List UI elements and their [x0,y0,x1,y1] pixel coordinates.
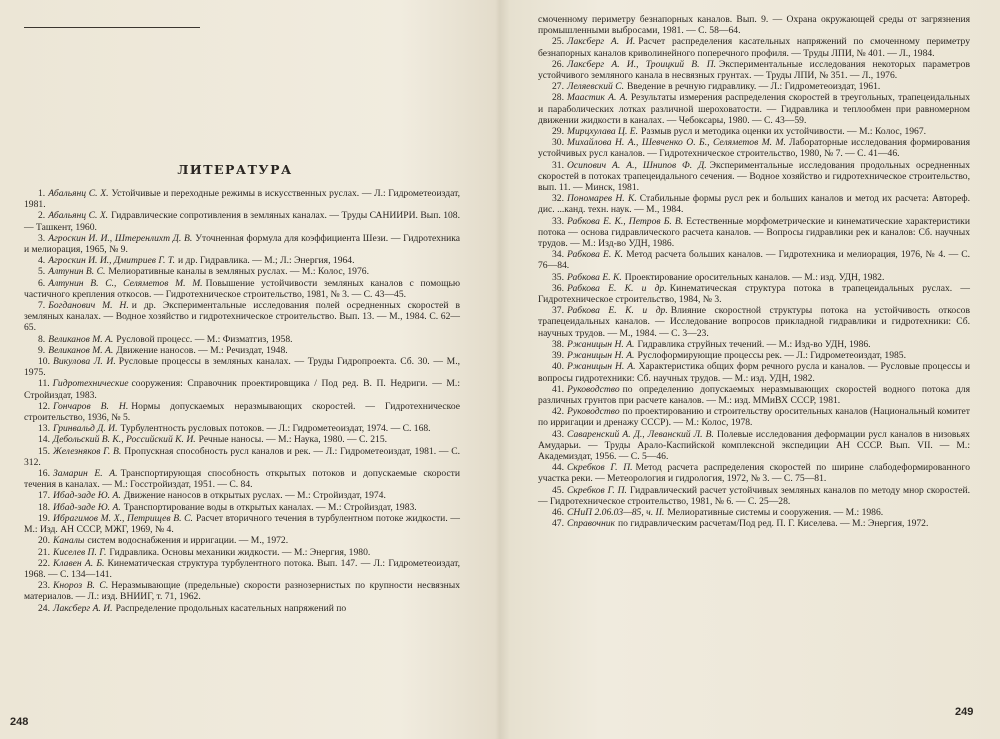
reference-number: 28. [552,92,564,104]
reference-number: 6. [38,277,46,289]
reference-author: Мирцхулава Ц. Е. [567,126,639,138]
reference-author: Пономарев Н. К. [567,193,637,205]
reference-author: Рабкова Е. К. и др. [567,282,667,294]
reference-number: 21. [38,546,50,558]
reference-author: Алтунин В. С., Селяметов М. М. [48,277,203,289]
reference-author: Абальянц С. Х. [48,188,109,199]
reference-item [538,429,970,463]
reference-author: Осипович А. А., Шнипов Ф. Д. [567,159,707,171]
reference-text: Распределение продольных касательных напряжений по [115,602,347,614]
reference-text: Введение в речную гидравлику. — Л.: Гидрометеоиздат, 1961. [627,81,881,93]
reference-text: Влияние скоростной структуры потока на устойчивость откосов трапецеидальных каналов. — Исследование вопросов прикладной гидравлики и гидротехники: Сб. научных трудов. — М., 1984. — С. 3—23. [538,305,970,339]
reference-number: 42. [552,406,564,418]
reference-item [24,255,460,266]
reference-item [538,193,970,215]
reference-item [538,462,970,484]
reference-number: 31. [552,159,564,171]
reference-number: 36. [552,282,564,294]
reference-text: Повышение устойчивости земляных каналов с помощью частичного крепления откосов. — Гидротехническое строительство, 1981, № 3. — С. 43—45. [24,277,460,300]
reference-text: Мелиоративные системы и сооружения. — М.: 1986. [667,506,884,518]
reference-number: 17. [38,490,50,502]
reference-author: Лаксберг А. И., Троицкий В. П. [567,58,717,70]
reference-author: Михайлова Н. А., Шевченко О. Б., Селяметов М. М. [567,137,786,149]
reference-text: Лабораторные исследования формирования устойчивых русл каналов. — Гидротехническое строительство, 1980, № 7. — С. 41—46. [538,137,970,160]
reference-item [538,14,970,36]
reference-text: Стабильные формы русл рек и больших каналов и метод их расчета: Автореф. дис. ...канд. техн. наук. — М., 1984. [538,193,970,216]
reference-author: Рабкова Е. К., Петров Б. В. [567,215,684,227]
reference-item [538,339,970,350]
reference-number: 19. [38,512,50,524]
reference-number: 43. [552,428,564,440]
reference-item [24,266,460,277]
reference-author: Маастик А. А. [567,92,628,104]
reference-item [24,468,460,490]
reference-number: 5. [38,266,46,278]
reference-item [538,126,970,137]
reference-author: Ржаницын Н. А. [567,350,635,362]
reference-author: Кнороз В. С. [53,580,109,592]
reference-number: 45. [552,484,564,496]
reference-number: 13. [38,423,50,435]
reference-number: 9. [38,344,46,356]
reference-number: 2. [38,210,46,222]
reference-author: Ибад-заде Ю. А. [53,490,121,502]
reference-item [538,485,970,507]
reference-author: Киселев П. Г. [53,546,107,558]
reference-text: Русловые процессы в земляных каналах. — Труды Гидропроекта. Сб. 30. — М., 1975. [24,356,460,379]
reference-item [24,547,460,558]
reference-item [24,558,460,580]
reference-number: 3. [38,232,46,244]
reference-author: Замарин Е. А. [53,468,118,480]
reference-number: 32. [552,193,564,205]
reference-text: Движение наносов в открытых руслах. — М.: Стройиздат, 1974. [123,490,386,502]
reference-text: Результаты измерения распределения скоростей в треугольных, трапецеидальных и параболических лотках различной шероховатости. — Гидравлика и теплообмен при равномерном движении жидкости в каналах. — Чебоксары, 1980. — С. 43—59. [538,92,970,126]
reference-text: систем водоснабжения и ирригации. — М., 1972. [87,535,289,547]
reference-text: по определению допускаемых неразмывающих скоростей водного потока для различных грунтов при расчете каналов. — М.: изд. ММиВХ СССР, 1981. [538,383,970,406]
reference-number: 29. [552,126,564,138]
reference-text: Метод расчета больших каналов. — Гидротехника и мелиорация, 1976, № 4. — С. 76—84. [538,249,970,272]
reference-number: 12. [38,400,50,412]
reference-item [24,490,460,501]
reference-item [538,406,970,428]
reference-item [538,305,970,339]
reference-item [24,580,460,602]
reference-number: 15. [38,445,50,457]
reference-text: Размыв русл и методика оценки их устойчивости. — М.: Колос, 1967. [641,126,927,138]
reference-item [24,233,460,255]
reference-number: 46. [552,506,564,518]
reference-text: Речные наносы. — М.: Наука, 1980. — С. 215. [198,434,388,446]
reference-text: Экспериментальные исследования некоторых параметров устойчивого земляного канала в несвязных грунтах. — Труды ЛПИ, № 351. — Л., 1976. [538,58,970,82]
reference-number: 11. [38,378,50,390]
reference-number: 23. [38,580,50,592]
reference-number: 26. [552,58,564,70]
reference-item [24,188,460,210]
reference-text: Мелиоративные каналы в земляных руслах. — М.: Колос, 1976. [108,266,369,278]
reference-number: 4. [38,255,46,267]
reference-author: Рабкова Е. К. [567,271,622,283]
reference-author: Викулова Л. И. [53,356,116,368]
right-page [504,0,1000,739]
reference-text: и др. Экспериментальные исследования полей осредненных скоростей в земляных каналах. — Водное хозяйство и гидротехническое строительство. Вып. 13. — М., 1984. С. 62—65. [24,300,460,334]
reference-item [538,384,970,406]
reference-item [538,81,970,92]
reference-author: Дебольский В. К., Российский К. И. [53,434,196,446]
reference-item [24,210,460,232]
reference-author: Ржаницын Н. А. [567,338,635,350]
reference-text: Кинематическая структура потока в трапецеидальных руслах. — Гидротехническое строительство, 1984, № 3. [538,282,970,306]
reference-item [538,216,970,250]
reference-item [538,283,970,305]
page-number-left: 248 [10,716,29,728]
reference-text: Гидравлика. Основы механики жидкости. — М.: Энергия, 1980. [109,546,371,558]
reference-author: Рабкова Е. К. и др. [567,305,668,317]
reference-item [538,92,970,126]
reference-text: Нормы допускаемых неразмывающих скоростей. — Гидротехническое строительство, 1936, № 5. [24,400,461,424]
reference-author: Абальянц С. Х. [48,210,109,222]
reference-number: 37. [552,305,564,317]
reference-author: Ибад-заде Ю. А. [53,501,121,513]
reference-text: Русловой процесс. — М.: Физматгиз, 1958. [116,333,293,345]
reference-text: Турбулентность русловых потоков. — Л.: Гидрометеоиздат, 1974. — С. 168. [120,423,431,435]
reference-item [24,535,460,546]
reference-author: Великанов М. А. [48,344,114,356]
reference-author: Ибрагимов М. Х., Петрищев В. С. [53,512,193,524]
reference-author: Скребков Г. П. [567,462,633,474]
reference-author: Клавен А. Б. [53,557,105,569]
reference-number: 33. [552,215,564,227]
reference-author: Гончаров В. Н. [53,400,129,412]
reference-number: 39. [552,350,564,362]
page-number-right: 249 [955,706,974,718]
reference-author: Рабкова Е. К. [567,249,624,261]
top-rule [24,27,200,28]
reference-item [24,278,460,300]
reference-item [538,507,970,518]
reference-text: Пропускная способность русл каналов и рек. — Л.: Гидрометеоиздат, 1981. — С. 312. [24,445,460,468]
reference-item [24,345,460,356]
reference-text: Гидравлический расчет устойчивых земляных каналов по методу мнор скоростей. — Гидротехническое строительство, 1981, № 6. — С. 25—28. [538,484,970,507]
reference-author: Агроскин И. И., Дмитриев Г. Т. [48,255,175,267]
reference-text: Полевые исследования деформации русл каналов в низовьях Амударьи. — Труды Арало-Каспийской комплексной экспедиции АН СССР. Вып. VII. — М.: Академиздат, 1956. — С. 5—46. [538,428,970,462]
reference-number: 18. [38,501,50,513]
reference-item [538,518,970,529]
reference-item [24,513,460,535]
reference-text: смоченному периметру безнапорных каналов. Вып. 9. — Охрана окружающей среды от загрязнения промышленными выбросами, 1981. — С. 58—64. [538,14,970,37]
reference-author: Ржаницын Н. А. [567,361,636,373]
reference-author: Гринвальд Д. И. [53,423,118,435]
reference-text: Метод расчета распределения скоростей по ширине слабодеформированного участка реки. — Метеорология и гидрология, 1972, № 3. — С. 75—81. [538,462,970,485]
reference-text: и др. Гидравлика. — М.; Л.: Энергия, 1964. [177,255,355,267]
reference-text: Расчет распределения касательных напряжений по смоченному периметру безнапорных каналов криволинейного поперечного профиля. — Труды ЛПИ, № 401. — Л., 1984. [538,36,970,59]
reference-author: Саваренский А. Д., Леванский Л. В. [567,428,714,440]
reference-text: Проектирование оросительных каналов. — М.: изд. УДН, 1982. [624,271,885,283]
reference-item [24,423,460,434]
reference-item [24,502,460,513]
reference-number: 41. [552,383,564,395]
reference-number: 22. [38,557,50,569]
reference-number: 16. [38,468,50,480]
reference-text: Гидравлика струйных течений. — М.: Изд-во УДН, 1986. [637,338,871,350]
reference-text: Гидравлические сопротивления в земляных каналах. — Труды САНИИРИ. Вып. 108. — Ташкент, 1960. [24,210,460,233]
reference-text: Естественные морфометрические и кинематические характеристики потока — основа гидравлического расчета каналов. — Вопросы гидравлики рек и каналов: Сб. научных трудов. — М.: Изд-во УДН, 1986. [538,215,970,250]
reference-text: сооружения: Справочник проектировщика / Под ред. В. П. Недриги. — М.: Стройиздат, 1983. [24,378,460,401]
reference-number: 40. [552,361,564,373]
reference-item [538,137,970,159]
reference-number: 44. [552,462,564,474]
reference-text: по проектированию и строительству оросительных каналов (Национальный комитет по ирригации и дренажу СССР). — М.: Колос, 1978. [538,406,970,429]
reference-item [538,272,970,283]
reference-item [24,378,460,400]
reference-number: 25. [552,36,564,48]
reference-item [538,350,970,361]
reference-text: Транспортирование воды в открытых каналах. — М.: Стройиздат, 1983. [123,501,417,513]
reference-text: Руслоформирующие процессы рек. — Л.: Гидрометеоиздат, 1985. [637,350,906,362]
reference-author: Железняков Г. В. [53,445,122,457]
reference-item [538,249,970,271]
reference-number: 24. [38,602,50,614]
reference-item [538,361,970,383]
reference-item [24,300,460,334]
reference-author: Леляевский С. [567,81,624,93]
reference-author: Скребков Г. П. [567,484,627,496]
reference-list-left [24,188,460,614]
reference-author: Руководство [567,383,620,395]
reference-number: 8. [38,333,46,345]
reference-text: Расчет вторичного течения в турбулентном потоке жидкости. — М.: Изд. АН СССР, МЖГ, 1969, № 4. [24,512,460,536]
reference-text: Уточненная формула для коэффициента Шези. — Гидротехника и мелиорация, 1965, № 9. [24,232,460,256]
reference-number: 1. [38,188,46,199]
reference-number: 35. [552,271,564,283]
page-heading: ЛИТЕРАТУРА [177,162,293,177]
reference-author: Лаксберг А. И. [567,36,636,48]
reference-item [538,59,970,81]
reference-item [24,434,460,445]
reference-author: Каналы [53,535,85,547]
reference-number: 20. [38,535,50,547]
reference-number: 7. [38,300,46,312]
reference-item [24,334,460,345]
reference-author: Руководство [567,406,620,418]
reference-text: Движение наносов. — М.: Речиздат, 1948. [116,344,288,356]
reference-author: Алтунин В. С. [48,266,106,278]
reference-number: 47. [552,518,564,530]
reference-author: Лаксберг А. И. [53,602,113,614]
reference-text: Транспортирующая способность открытых потоков и допускаемые скорости течения в каналах. — М.: Госстройиздат, 1951. — С. 84. [24,468,461,491]
reference-number: 34. [552,249,564,261]
reference-number: 27. [552,81,564,93]
reference-author: Агроскин И. И., Штеренлихт Д. В. [48,232,193,244]
reference-text: Характеристика общих форм речного русла и каналов. — Русловые процессы и вопросы гидротехники: Сб. научных трудов. — М.: изд. УДН, 1982. [538,361,970,384]
reference-author: Великанов М. А. [48,333,114,345]
reference-text: Экспериментальные исследования продольных осредненных скоростей в потоках трапецеидального сечения. — Водное хозяйство и гидротехническое строительство, вып. 11. — Минск, 1981. [538,159,970,194]
reference-item [24,446,460,468]
reference-item [24,356,460,378]
reference-number: 14. [38,434,50,446]
reference-text: по гидравлическим расчетам/Под ред. П. Г. Киселева. — М.: Энергия, 1972. [618,518,929,530]
reference-text: Неразмывающие (предельные) скорости разнозернистых по крупности несвязных материалов. — Л.: изд. ВНИИГ, т. 71, 1962. [24,580,460,603]
reference-number: 38. [552,338,564,350]
reference-text: Устойчивые и переходные режимы в искусственных руслах. — Л.: Гидрометеоиздат, 1981. [24,188,460,211]
reference-item [538,160,970,194]
reference-list-right [538,14,970,529]
reference-author: СНиП 2.06.03—85, ч. II. [567,506,665,518]
reference-item [538,36,970,58]
reference-author: Богданович М. Н. [48,300,129,312]
reference-author: Гидротехнические [52,378,129,390]
reference-item [24,603,460,614]
reference-item [24,401,460,423]
reference-number: 30. [552,137,564,149]
reference-author: Справочник [567,518,615,530]
reference-text: Кинематическая структура турбулентного потока. Вып. 147. — Л.: Гидрометеоиздат, 1968. — С. 134—141. [24,557,461,580]
reference-number: 10. [38,356,50,368]
